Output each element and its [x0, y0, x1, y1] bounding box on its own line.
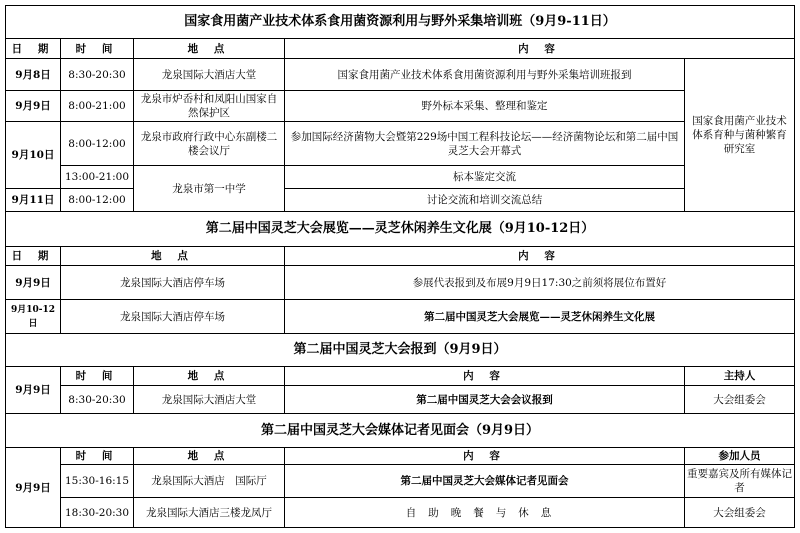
header-date: 日 期	[5, 247, 61, 266]
place-cell: 龙泉国际大酒店大堂	[134, 386, 285, 414]
header-time: 时 间	[61, 367, 134, 386]
date-cell: 9月11日	[5, 189, 61, 212]
section-title: 第二届中国灵芝大会媒体记者见面会（9月9日）	[5, 414, 795, 448]
date-cell: 9月9日	[5, 367, 61, 414]
content-cell: 第二届中国灵芝大会会议报到	[285, 386, 685, 414]
place-cell: 龙泉国际大酒店 国际厅	[134, 465, 285, 498]
section-title: 国家食用菌产业技术体系食用菌资源利用与野外采集培训班（9月9-11日）	[5, 5, 795, 39]
organizer-cell: 国家食用菌产业技术体系育种与菌种繁育研究室	[685, 59, 795, 212]
header-content: 内 容	[285, 448, 685, 465]
header-place: 地 点	[61, 247, 285, 266]
content-cell: 自助晚餐与休息	[285, 498, 685, 528]
time-cell: 8:00-12:00	[61, 189, 134, 212]
place-cell: 龙泉国际大酒店停车场	[61, 266, 285, 300]
date-cell: 9月10-12日	[5, 300, 61, 334]
time-cell: 8:00-12:00	[61, 122, 134, 166]
header-people: 参加人员	[685, 448, 795, 465]
date-cell: 9月9日	[5, 266, 61, 300]
content-cell: 标本鉴定交流	[285, 166, 685, 189]
date-cell: 9月8日	[5, 59, 61, 91]
place-cell: 龙泉市政府行政中心东副楼二楼会议厅	[134, 122, 285, 166]
content-cell: 第二届中国灵芝大会展览——灵芝休闲养生文化展	[285, 300, 795, 334]
host-cell: 大会组委会	[685, 386, 795, 414]
header-host: 主持人	[685, 367, 795, 386]
header-place: 地 点	[134, 367, 285, 386]
time-cell: 8:30-20:30	[61, 386, 134, 414]
time-cell: 8:00-21:00	[61, 91, 134, 122]
header-time: 时 间	[61, 448, 134, 465]
content-cell: 参展代表报到及布展9月9日17:30之前须将展位布置好	[285, 266, 795, 300]
time-cell: 13:00-21:00	[61, 166, 134, 189]
time-cell: 8:30-20:30	[61, 59, 134, 91]
header-content: 内 容	[285, 247, 795, 266]
date-cell: 9月10日	[5, 122, 61, 189]
section-title: 第二届中国灵芝大会展览——灵芝休闲养生文化展（9月10-12日）	[5, 212, 795, 247]
section-title: 第二届中国灵芝大会报到（9月9日）	[5, 334, 795, 367]
header-content: 内 容	[285, 367, 685, 386]
time-cell: 15:30-16:15	[61, 465, 134, 498]
place-cell: 龙泉市炉岙村和凤阳山国家自然保护区	[134, 91, 285, 122]
content-cell: 第二届中国灵芝大会媒体记者见面会	[285, 465, 685, 498]
header-content: 内 容	[285, 39, 795, 59]
date-cell: 9月9日	[5, 448, 61, 528]
header-time: 时 间	[61, 39, 134, 59]
content-cell: 讨论交流和培训交流总结	[285, 189, 685, 212]
people-cell: 大会组委会	[685, 498, 795, 528]
content-cell: 野外标本采集、整理和鉴定	[285, 91, 685, 122]
content-cell: 参加国际经济菌物大会暨第229场中国工程科技论坛——经济菌物论坛和第二届中国灵芝大会开幕式	[285, 122, 685, 166]
time-cell: 18:30-20:30	[61, 498, 134, 528]
place-cell: 龙泉国际大酒店三楼龙凤厅	[134, 498, 285, 528]
place-cell: 龙泉国际大酒店大堂	[134, 59, 285, 91]
header-date: 日 期	[5, 39, 61, 59]
header-place: 地 点	[134, 448, 285, 465]
people-cell: 重要嘉宾及所有媒体记者	[685, 465, 795, 498]
content-cell: 国家食用菌产业技术体系食用菌资源利用与野外采集培训班报到	[285, 59, 685, 91]
place-cell: 龙泉市第一中学	[134, 166, 285, 212]
header-place: 地 点	[134, 39, 285, 59]
date-cell: 9月9日	[5, 91, 61, 122]
place-cell: 龙泉国际大酒店停车场	[61, 300, 285, 334]
